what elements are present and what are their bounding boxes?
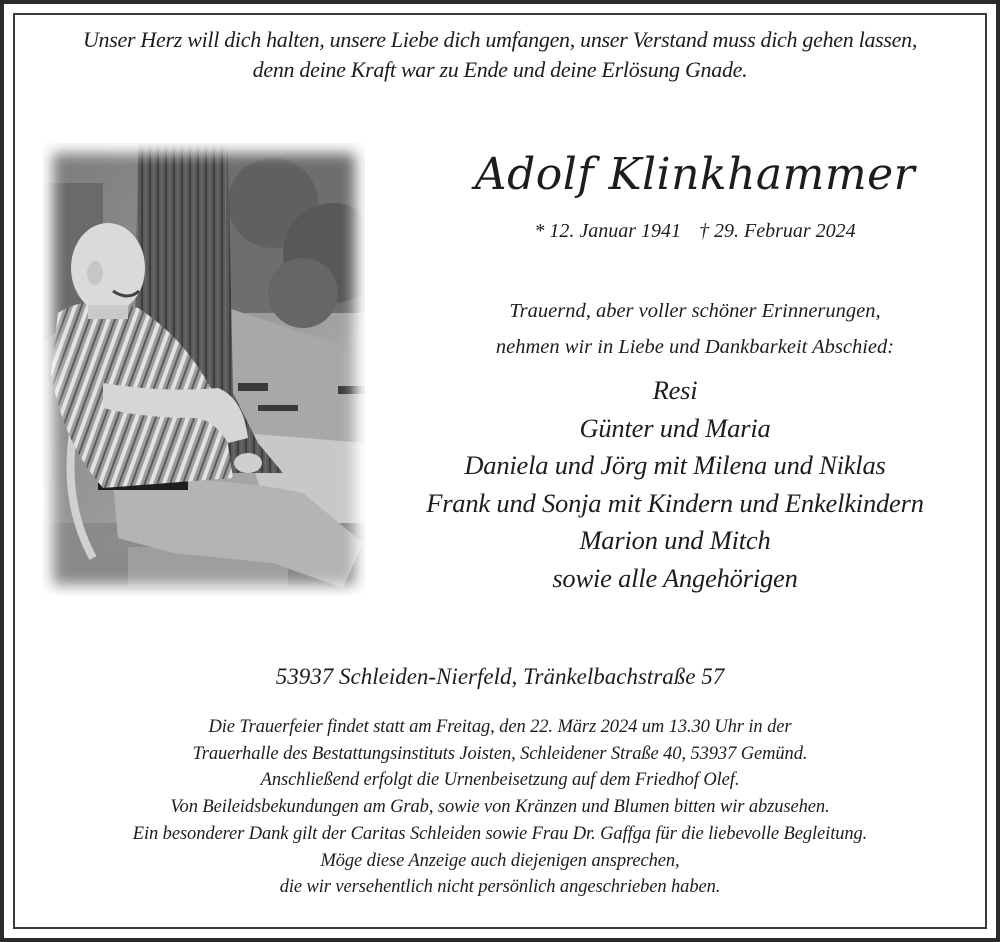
- details-line: die wir versehentlich nicht persönlich angeschrieben haben.: [279, 877, 721, 898]
- life-dates: [400, 216, 990, 246]
- deceased-name: Adolf Klinkhammer: [474, 149, 916, 200]
- mourner-entry: sowie alle Angehörigen: [552, 562, 798, 593]
- mourning-address: 53937 Schleiden-Nierfeld, Tränkelbachstraße 57: [275, 664, 725, 689]
- intro-line: Trauernd, aber voller schöner Erinnerungen,: [509, 300, 881, 322]
- portrait-photo: [43, 143, 365, 595]
- mourner-entry: Daniela und Jörg mit Milena und Niklas: [464, 450, 886, 480]
- mourner-entry: Marion und Mitch: [579, 525, 771, 555]
- details-line: Anschließend erfolgt die Urnenbeisetzung auf dem Friedhof Olef.: [260, 770, 740, 791]
- mourner-entry: Resi: [652, 375, 698, 405]
- mourner-entry: Frank und Sonja mit Kindern und Enkelkindern: [426, 487, 924, 518]
- portrait-illustration: [43, 143, 365, 595]
- intro-line: nehmen wir in Liebe und Dankbarkeit Abschied:: [495, 336, 895, 358]
- motto-line: Unser Herz will dich halten, unsere Liebe dich umfangen, unser Verstand muss dich gehen lassen,: [82, 27, 918, 52]
- funeral-details: [0, 714, 1000, 901]
- details-line: Die Trauerfeier findet statt am Freitag, den 22. März 2024 um 13.30 Uhr in der: [208, 717, 792, 737]
- birth-date: * 12. Januar 1941: [534, 220, 681, 242]
- death-date: † 29. Februar 2024: [699, 220, 856, 242]
- mourners-list: [370, 372, 980, 597]
- details-line: Von Beileidsbekundungen am Grab, sowie von Kränzen und Blumen bitten wir abzusehen.: [170, 797, 830, 818]
- motto-verse: [20, 25, 980, 85]
- farewell-intro: [380, 293, 1000, 365]
- details-line: Möge diese Anzeige auch diejenigen ansprechen,: [320, 850, 680, 871]
- motto-line: denn deine Kraft war zu Ende und deine Erlösung Gnade.: [252, 57, 748, 82]
- details-line: Trauerhalle des Bestattungsinstituts Joisten, Schleidener Straße 40, 53937 Gemünd.: [192, 743, 808, 764]
- details-line: Ein besonderer Dank gilt der Caritas Schleiden sowie Frau Dr. Gaffga für die liebevolle Begleitung.: [132, 823, 868, 844]
- mourner-entry: Günter und Maria: [579, 412, 771, 443]
